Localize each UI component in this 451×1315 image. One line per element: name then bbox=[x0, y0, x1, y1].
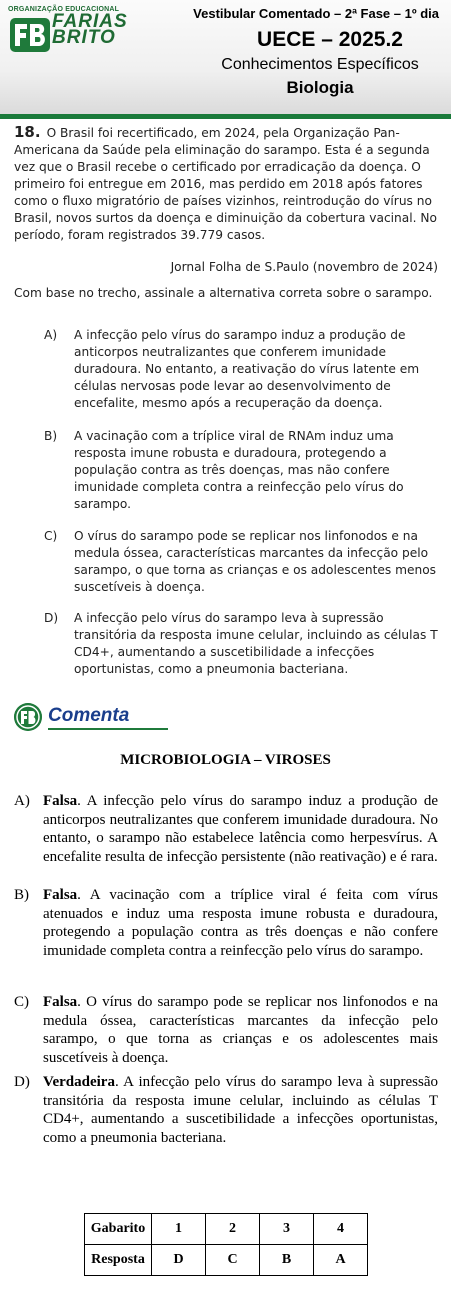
header-subject: Biologia bbox=[286, 78, 354, 97]
header-area: Conhecimentos Específicos bbox=[221, 56, 419, 73]
header-exam: UECE – 2025.2 bbox=[257, 28, 403, 51]
option-c bbox=[44, 528, 439, 596]
answer-b bbox=[14, 886, 438, 960]
table-header-cell: Resposta bbox=[85, 1245, 152, 1276]
answer-letter: B) bbox=[14, 887, 29, 903]
comenta-underline bbox=[48, 728, 168, 730]
answer-letter: A) bbox=[14, 793, 30, 809]
table-cell: A bbox=[314, 1245, 368, 1276]
option-text: A vacinação com a tríplice viral de RNAm induz uma resposta imune robusta e duradoura, protegendo a população contra as três doenças, mas não confere imunidade completa contra a reinfecção pelo vírus do sarampo. bbox=[74, 429, 404, 511]
answer-letter: C) bbox=[14, 994, 29, 1010]
answer-text: . A vacinação com a tríplice viral é feita com vírus atenuados e induz uma resposta imune robusta e duradoura, protegendo a população contra as três doenças e não confere imunidade completa contra a reinfecção pelo vírus do sarampo. bbox=[43, 887, 438, 959]
option-letter: C) bbox=[44, 529, 58, 543]
answer-c bbox=[14, 993, 438, 1067]
table-cell: B bbox=[260, 1245, 314, 1276]
answer-verdict: Verdadeira bbox=[43, 1074, 115, 1090]
question-text bbox=[14, 124, 438, 244]
answer-text: . A infecção pelo vírus do sarampo leva à supressão transitória da resposta imune celular, incluindo as células T CD4+, aumentando a suscetibilidade a infecções oportunistas, como a pneumonia bacteriana. bbox=[43, 1074, 438, 1146]
answer-text: . O vírus do sarampo pode se replicar nos linfonodos e na medula óssea, características marcantes da infecção pelo sarampo, o que torna as crianças e os adolescentes mais suscetíveis à doença. bbox=[43, 994, 438, 1066]
fb-badge-icon bbox=[14, 703, 42, 731]
logo-name: FARIAS BRITO bbox=[52, 11, 128, 48]
answer-verdict: Falsa bbox=[43, 994, 78, 1010]
answer-d bbox=[14, 1073, 438, 1147]
table-cell: D bbox=[152, 1245, 206, 1276]
farias-brito-logo bbox=[8, 6, 158, 56]
option-a bbox=[44, 327, 439, 412]
option-text: A infecção pelo vírus do sarampo induz a produção de anticorpos neutralizantes que conferem imunidade duradoura. No entanto, a reativação do vírus latente em células nervosas pode levar ao desenvolvimento de encefalite, mesmo após a recuperação da doença. bbox=[74, 328, 420, 410]
table-cell: 2 bbox=[206, 1214, 260, 1245]
question-number: 18. bbox=[14, 123, 41, 141]
option-text: A infecção pelo vírus do sarampo leva à supressão transitória da resposta imune celular, incluindo as células T CD4+, aumentando a suscetibilidade a infecções oportunistas, como a pneumonia bacteriana. bbox=[74, 611, 438, 676]
option-b bbox=[44, 428, 439, 513]
question-source: Jornal Folha de S.Paulo (novembro de 2024) bbox=[170, 260, 438, 274]
page-header bbox=[0, 0, 451, 118]
question-body: O Brasil foi recertificado, em 2024, pela Organização Pan-Americana da Saúde pela eliminação do sarampo. Esta é a segunda vez que o Brasil recebe o certificado por erradicação da doença. O primeiro foi entregue em 2016, mas perdido em 2018 após fatores como o fluxo migratório de países vizinhos, reintrodução do vírus no Brasil, novos surtos da doença e diminuição da cobertura vacinal. No período, foram registrados 39.779 casos. bbox=[14, 126, 437, 242]
question-stem: Com base no trecho, assinale a alternativa correta sobre o sarampo. bbox=[14, 286, 433, 300]
table-row bbox=[85, 1214, 368, 1245]
table-row bbox=[85, 1245, 368, 1276]
answer-text: . A infecção pelo vírus do sarampo induz a produção de anticorpos neutralizantes que conferem imunidade duradoura. No entanto, o sarampo não estabelece latência como herpesvírus. A encefalite resulta de infecção persistente (não reativação) e é rara. bbox=[43, 793, 438, 865]
option-letter: B) bbox=[44, 429, 58, 443]
table-header-cell: Gabarito bbox=[85, 1214, 152, 1245]
table-cell: 1 bbox=[152, 1214, 206, 1245]
comenta-heading bbox=[14, 702, 164, 732]
fb-logo-icon bbox=[10, 16, 50, 54]
answer-verdict: Falsa bbox=[43, 887, 78, 903]
section-title: MICROBIOLOGIA – VIROSES bbox=[120, 752, 331, 768]
answer-letter: D) bbox=[14, 1074, 30, 1090]
header-subtitle: Vestibular Comentado – 2ª Fase – 1º dia bbox=[193, 6, 439, 21]
answer-a bbox=[14, 792, 438, 866]
option-letter: D) bbox=[44, 611, 59, 625]
answer-verdict: Falsa bbox=[43, 793, 78, 809]
option-letter: A) bbox=[44, 328, 58, 342]
header-divider bbox=[0, 114, 451, 119]
table-cell: 3 bbox=[260, 1214, 314, 1245]
option-text: O vírus do sarampo pode se replicar nos linfonodos e na medula óssea, características marcantes da infecção pelo sarampo, o que torna as crianças e os adolescentes menos suscetíveis à doença. bbox=[74, 529, 437, 594]
comenta-label: Comenta bbox=[48, 705, 130, 726]
logo-org-label: ORGANIZAÇÃO EDUCACIONAL bbox=[8, 6, 120, 13]
option-d bbox=[44, 610, 439, 678]
table-cell: 4 bbox=[314, 1214, 368, 1245]
gabarito-table bbox=[84, 1213, 368, 1276]
table-cell: C bbox=[206, 1245, 260, 1276]
